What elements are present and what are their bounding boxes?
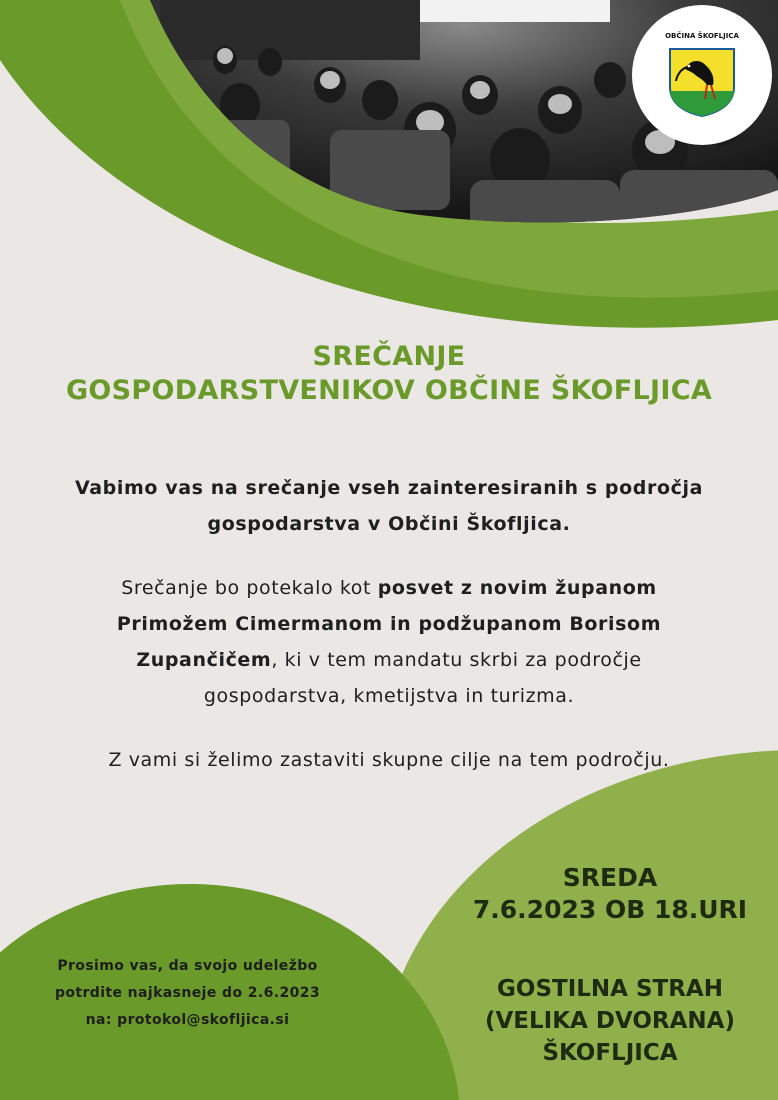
body-bold-1: posvet z novim županom <box>377 577 657 599</box>
body-bold-2: Primožem Cimermanom in podžupanom Borisom <box>116 613 662 635</box>
closing-line: Z vami si želimo zastaviti skupne cilje na tem področju. <box>108 749 670 771</box>
body-text-1: Srečanje bo potekalo kot <box>121 577 378 599</box>
logo-badge <box>632 5 772 145</box>
notice-line-2: potrdite najkasneje do 2.6.2023 <box>54 985 321 1001</box>
intro-line-2: gospodarstva v Občini Škofljica. <box>207 513 571 535</box>
venue-line-2: (VELIKA DVORANA) <box>485 1008 735 1034</box>
title-line-2: GOSPODARSTVENIKOV OBČINE ŠKOFLJICA <box>65 375 713 406</box>
page-title <box>0 340 778 408</box>
event-day: SREDA <box>562 863 658 892</box>
body-text-3: gospodarstva, kmetijstva in turizma. <box>203 685 575 707</box>
venue-line-3: ŠKOFLJICA <box>542 1040 678 1066</box>
coat-of-arms-bird-icon <box>667 47 737 117</box>
body-bold-3: Zupančičem <box>136 649 272 671</box>
title-line-1: SREČANJE <box>312 341 466 372</box>
intro-line-1: Vabimo vas na srečanje vseh zainteresiranih s področja <box>74 477 703 499</box>
body-paragraph <box>60 570 718 714</box>
venue-line-1: GOSTILNA STRAH <box>497 976 723 1002</box>
logo-label: OBČINA ŠKOFLJICA <box>665 32 739 40</box>
notice-line-1: Prosimo vas, da svojo udeležbo <box>57 958 318 974</box>
event-venue <box>460 973 760 1069</box>
intro-paragraph <box>60 470 718 542</box>
rsvp-notice <box>20 953 355 1034</box>
notice-line-3: na: protokol@skofljica.si <box>85 1012 290 1028</box>
body-text-2: , ki v tem mandatu skrbi za področje <box>271 649 642 671</box>
event-date <box>460 862 760 926</box>
event-datetime: 7.6.2023 OB 18.URI <box>472 895 748 924</box>
